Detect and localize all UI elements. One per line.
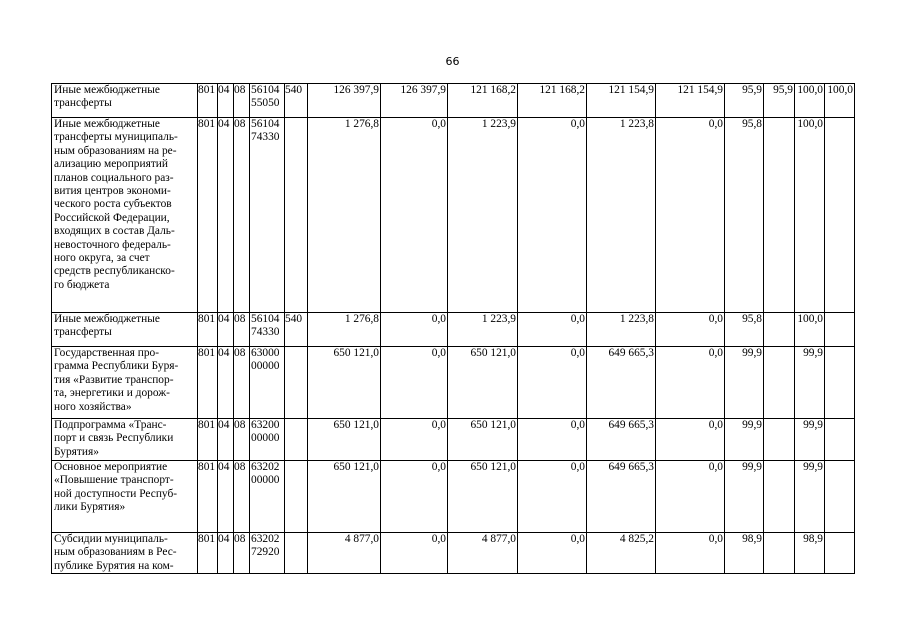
cell-percent-3: 99,9	[795, 461, 825, 533]
cell-value-2: 0,0	[381, 313, 448, 347]
cell-percent-3: 100,0	[795, 118, 825, 313]
cell-value-1: 1 276,8	[308, 118, 381, 313]
cell-name-line: лики Бурятия»	[54, 501, 126, 514]
cell-value-6: 0,0	[656, 347, 725, 419]
cell-name-line: ным образованиям в Рес-	[54, 546, 177, 559]
cell-value-6: 0,0	[656, 118, 725, 313]
cell-name-line: публике Бурятия на ком-	[54, 559, 174, 572]
table-body	[52, 84, 855, 574]
cell-name-line: Основное мероприятие	[54, 461, 168, 473]
cell-target-article-line: 63000	[251, 347, 280, 359]
cell-value-6: 0,0	[656, 419, 725, 461]
cell-subsection: 08	[234, 461, 250, 533]
cell-percent-2	[764, 347, 795, 419]
cell-target-article	[250, 461, 285, 533]
cell-section: 04	[218, 313, 234, 347]
cell-value-4: 0,0	[518, 313, 587, 347]
cell-name-line: планов социального раз-	[54, 171, 174, 184]
cell-percent-1: 99,9	[725, 461, 764, 533]
cell-name-line: ного хозяйства»	[54, 400, 132, 413]
cell-percent-4	[825, 533, 855, 574]
cell-subsection: 08	[234, 118, 250, 313]
cell-target-article-line: 74330	[251, 326, 280, 339]
cell-percent-2	[764, 461, 795, 533]
cell-name	[52, 347, 198, 419]
cell-name-line: трансферты	[54, 326, 112, 339]
table-row	[52, 347, 855, 419]
cell-value-4: 0,0	[518, 533, 587, 574]
table-row	[52, 419, 855, 461]
cell-target-article-line: 00000	[251, 474, 280, 487]
cell-name-line: Российской Федерации,	[54, 211, 170, 224]
cell-name-line: Государственная про-	[54, 347, 160, 359]
cell-name-line: порт и связь Республики	[54, 432, 174, 445]
cell-name-line: Иные межбюджетные	[54, 84, 160, 96]
cell-percent-1: 99,9	[725, 419, 764, 461]
cell-value-4: 0,0	[518, 461, 587, 533]
cell-percent-2: 95,9	[764, 84, 795, 118]
cell-name-line: та, энергетики и дорож-	[54, 387, 170, 400]
cell-section: 04	[218, 461, 234, 533]
cell-name-line: ческого роста субъектов	[54, 198, 172, 211]
cell-value-4: 0,0	[518, 419, 587, 461]
cell-name-line: Иные межбюджетные	[54, 313, 160, 325]
cell-name-line: входящих в состав Даль-	[54, 225, 175, 238]
cell-admin-code: 801	[198, 533, 218, 574]
cell-value-3: 1 223,9	[448, 313, 518, 347]
cell-name-line: ным образованиям на ре-	[54, 144, 177, 157]
cell-percent-1: 98,9	[725, 533, 764, 574]
cell-expense-type: 540	[285, 313, 308, 347]
cell-value-5: 1 223,8	[587, 313, 656, 347]
cell-target-article	[250, 118, 285, 313]
cell-target-article-line: 55050	[251, 97, 280, 110]
cell-value-5: 4 825,2	[587, 533, 656, 574]
cell-percent-2	[764, 419, 795, 461]
cell-name-line: грамма Республики Буря-	[54, 360, 179, 373]
cell-name-line: трансферты	[54, 97, 112, 110]
cell-percent-3: 98,9	[795, 533, 825, 574]
cell-name	[52, 118, 198, 313]
cell-percent-4	[825, 419, 855, 461]
cell-percent-4	[825, 461, 855, 533]
cell-name-line: Подпрограмма «Транс-	[54, 419, 167, 431]
cell-target-article-line: 72920	[251, 546, 280, 559]
cell-value-6: 0,0	[656, 461, 725, 533]
cell-value-2: 0,0	[381, 347, 448, 419]
cell-target-article-line: 56104	[251, 84, 280, 96]
table-row	[52, 118, 855, 313]
table-row	[52, 84, 855, 118]
cell-percent-4	[825, 313, 855, 347]
cell-percent-2	[764, 313, 795, 347]
cell-name-line: «Повышение транспорт-	[54, 474, 174, 487]
cell-name-line: ализацию мероприятий	[54, 158, 168, 171]
cell-percent-1: 95,8	[725, 118, 764, 313]
cell-name	[52, 461, 198, 533]
cell-value-3: 1 223,9	[448, 118, 518, 313]
cell-name	[52, 84, 198, 118]
cell-expense-type	[285, 118, 308, 313]
cell-expense-type	[285, 461, 308, 533]
cell-value-2: 0,0	[381, 419, 448, 461]
cell-percent-1: 99,9	[725, 347, 764, 419]
cell-percent-3: 100,0	[795, 313, 825, 347]
cell-admin-code: 801	[198, 461, 218, 533]
cell-value-3: 121 168,2	[448, 84, 518, 118]
cell-name-line: невосточного федераль-	[54, 238, 171, 251]
cell-admin-code: 801	[198, 84, 218, 118]
cell-value-2: 126 397,9	[381, 84, 448, 118]
cell-expense-type: 540	[285, 84, 308, 118]
cell-target-article-line: 74330	[251, 131, 280, 144]
cell-value-6: 0,0	[656, 313, 725, 347]
cell-value-5: 649 665,3	[587, 461, 656, 533]
cell-value-3: 650 121,0	[448, 347, 518, 419]
cell-value-4: 121 168,2	[518, 84, 587, 118]
cell-name-line: вития центров экономи-	[54, 185, 171, 198]
cell-target-article	[250, 533, 285, 574]
cell-percent-1: 95,9	[725, 84, 764, 118]
cell-value-1: 650 121,0	[308, 419, 381, 461]
cell-target-article-line: 63200	[251, 419, 280, 431]
cell-admin-code: 801	[198, 118, 218, 313]
cell-name-line: тия «Развитие транспор-	[54, 373, 174, 386]
cell-admin-code: 801	[198, 419, 218, 461]
cell-value-1: 126 397,9	[308, 84, 381, 118]
cell-value-1: 4 877,0	[308, 533, 381, 574]
budget-table	[51, 83, 855, 574]
cell-value-2: 0,0	[381, 461, 448, 533]
cell-percent-2	[764, 533, 795, 574]
cell-value-5: 1 223,8	[587, 118, 656, 313]
cell-subsection: 08	[234, 84, 250, 118]
cell-value-5: 121 154,9	[587, 84, 656, 118]
cell-percent-3: 99,9	[795, 347, 825, 419]
cell-value-3: 4 877,0	[448, 533, 518, 574]
cell-admin-code: 801	[198, 313, 218, 347]
cell-value-3: 650 121,0	[448, 461, 518, 533]
cell-percent-4: 100,0	[825, 84, 855, 118]
cell-name-line: средств республиканско-	[54, 265, 175, 278]
cell-expense-type	[285, 419, 308, 461]
cell-target-article-line: 00000	[251, 360, 280, 373]
cell-name	[52, 533, 198, 574]
cell-target-article-line: 56104	[251, 118, 280, 130]
cell-value-4: 0,0	[518, 118, 587, 313]
cell-target-article-line: 56104	[251, 313, 280, 325]
cell-subsection: 08	[234, 313, 250, 347]
cell-subsection: 08	[234, 347, 250, 419]
table-row	[52, 533, 855, 574]
cell-percent-4	[825, 118, 855, 313]
cell-name-line: Иные межбюджетные	[54, 118, 160, 130]
cell-value-4: 0,0	[518, 347, 587, 419]
cell-target-article	[250, 313, 285, 347]
cell-section: 04	[218, 419, 234, 461]
cell-name-line: ного округа, за счет	[54, 252, 150, 265]
cell-name	[52, 313, 198, 347]
cell-target-article-line: 00000	[251, 432, 280, 445]
cell-percent-3: 100,0	[795, 84, 825, 118]
cell-target-article	[250, 347, 285, 419]
cell-section: 04	[218, 84, 234, 118]
cell-value-3: 650 121,0	[448, 419, 518, 461]
cell-name-line: трансферты муниципаль-	[54, 131, 178, 144]
cell-expense-type	[285, 347, 308, 419]
cell-percent-4	[825, 347, 855, 419]
cell-subsection: 08	[234, 419, 250, 461]
cell-value-6: 0,0	[656, 533, 725, 574]
cell-name-line: го бюджета	[54, 278, 110, 291]
cell-value-1: 650 121,0	[308, 461, 381, 533]
cell-section: 04	[218, 347, 234, 419]
cell-target-article-line: 63202	[251, 533, 280, 545]
cell-name	[52, 419, 198, 461]
cell-subsection: 08	[234, 533, 250, 574]
cell-target-article	[250, 419, 285, 461]
table-row	[52, 461, 855, 533]
cell-value-1: 1 276,8	[308, 313, 381, 347]
cell-name-line: Бурятия»	[54, 445, 99, 458]
cell-value-5: 649 665,3	[587, 347, 656, 419]
cell-name-line: Субсидии муниципаль-	[54, 533, 168, 545]
cell-name-line: ной доступности Респуб-	[54, 487, 178, 500]
cell-expense-type	[285, 533, 308, 574]
cell-target-article	[250, 84, 285, 118]
table-row	[52, 313, 855, 347]
cell-admin-code: 801	[198, 347, 218, 419]
cell-value-2: 0,0	[381, 118, 448, 313]
cell-value-6: 121 154,9	[656, 84, 725, 118]
cell-value-5: 649 665,3	[587, 419, 656, 461]
cell-section: 04	[218, 118, 234, 313]
cell-value-1: 650 121,0	[308, 347, 381, 419]
cell-value-2: 0,0	[381, 533, 448, 574]
cell-percent-1: 95,8	[725, 313, 764, 347]
cell-percent-3: 99,9	[795, 419, 825, 461]
page-number: 66	[445, 55, 460, 68]
cell-target-article-line: 63202	[251, 461, 280, 473]
cell-percent-2	[764, 118, 795, 313]
cell-section: 04	[218, 533, 234, 574]
